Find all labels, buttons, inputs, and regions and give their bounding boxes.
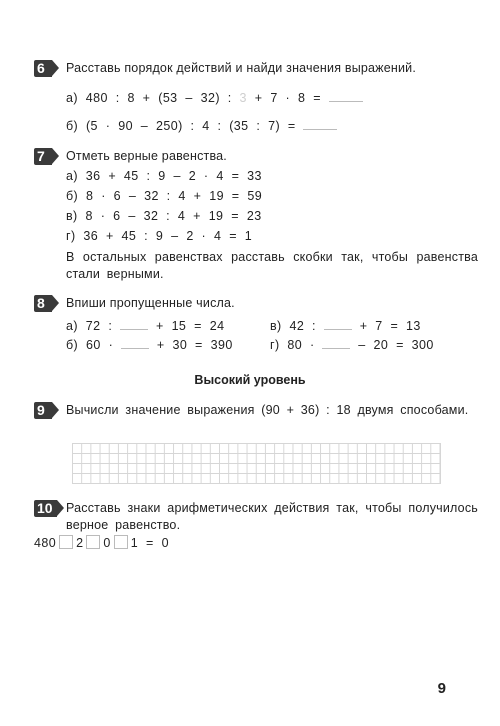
task-number-badge: 9: [34, 402, 52, 419]
answer-blank[interactable]: [121, 336, 149, 349]
equation-text: б) 60 ·: [66, 338, 114, 352]
answer-blank[interactable]: [329, 89, 363, 102]
equation-text: а) 72 :: [66, 319, 113, 333]
equation-text: г) 80 ·: [270, 338, 315, 352]
expression-text: б) (5 · 90 – 250) : 4 : (35 : 7) =: [66, 119, 296, 133]
grid-answer-area[interactable]: [72, 443, 441, 484]
page-number: 9: [437, 680, 446, 697]
answer-blank[interactable]: [324, 317, 352, 330]
equation-v: [270, 317, 421, 335]
number-2: 2: [76, 536, 84, 550]
sign-equation: [34, 535, 169, 552]
expression-text: + 7 · 8 =: [254, 91, 321, 105]
number-0: 0: [103, 536, 111, 550]
equation-text: + 15 = 24: [156, 319, 225, 333]
equation-g: [270, 336, 434, 354]
equation-a: [66, 317, 224, 335]
task-prompt: Отметь верные равенства.: [66, 149, 227, 163]
task-prompt: Расставь порядок действий и найди значения выражений.: [66, 61, 417, 75]
answer-blank[interactable]: [303, 117, 337, 130]
sign-box[interactable]: [114, 535, 128, 549]
faint-digit: 3: [239, 91, 247, 105]
equation-result: = 0: [146, 536, 169, 550]
answer-blank[interactable]: [120, 317, 148, 330]
task-number-badge: 7: [34, 148, 52, 165]
expression-text: а) 480 : 8 + (53 – 32) :: [66, 91, 232, 105]
equality-v[interactable]: в) 8 · 6 – 32 : 4 + 19 = 23: [66, 209, 262, 223]
answer-blank[interactable]: [322, 336, 350, 349]
sign-box[interactable]: [59, 535, 73, 549]
task-prompt: Впиши пропущенные числа.: [66, 296, 235, 310]
equality-b[interactable]: б) 8 · 6 – 32 : 4 + 19 = 59: [66, 189, 263, 203]
task-number-badge: 10: [34, 500, 57, 517]
task-number-badge: 6: [34, 60, 52, 77]
task-prompt: Расставь знаки арифметических действия так, чтобы получилось верное равенство.: [66, 501, 478, 532]
level-heading: Высокий уровень: [194, 373, 306, 387]
task-number-badge: 8: [34, 295, 52, 312]
equality-a[interactable]: а) 36 + 45 : 9 – 2 · 4 = 33: [66, 169, 262, 183]
number-1: 1: [130, 536, 139, 550]
expression-b: [66, 117, 337, 135]
equation-text: + 30 = 390: [156, 338, 233, 352]
equation-text: – 20 = 300: [358, 338, 434, 352]
number-480: 480: [34, 536, 57, 550]
task-note: В остальных равенствах расставь скобки так, чтобы равенства стали верными.: [66, 250, 478, 281]
equation-text: + 7 = 13: [359, 319, 421, 333]
equality-g[interactable]: г) 36 + 45 : 9 – 2 · 4 = 1: [66, 229, 253, 243]
task-prompt: Вычисли значение выражения (90 + 36) : 18 двумя способами.: [66, 403, 469, 417]
sign-box[interactable]: [86, 535, 100, 549]
expression-a: [66, 89, 363, 107]
equation-b: [66, 336, 233, 354]
equation-text: в) 42 :: [270, 319, 316, 333]
